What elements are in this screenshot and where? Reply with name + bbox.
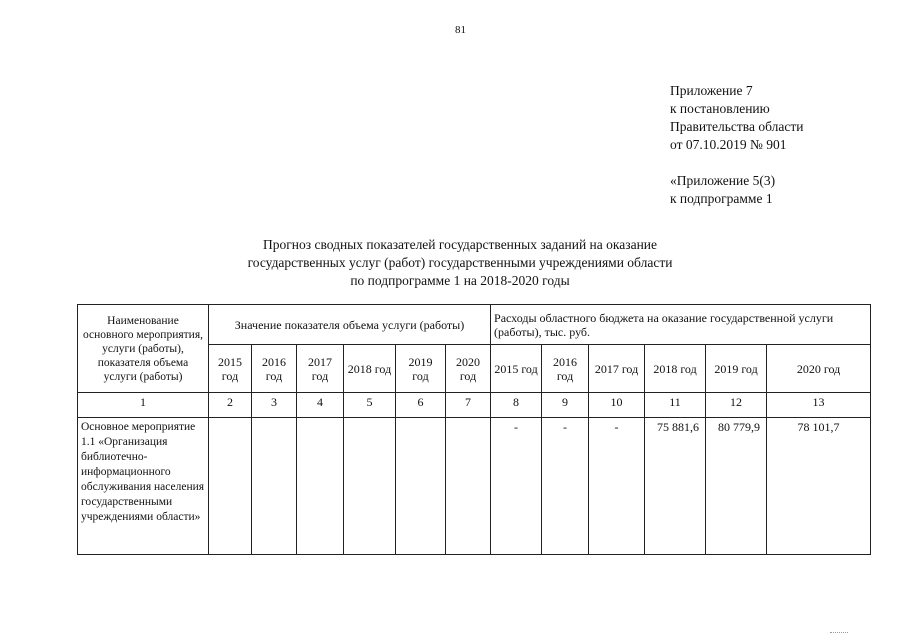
table-cell [446,418,491,555]
header-year: 2020 год [767,345,871,393]
header-year: 2019 год [396,345,446,393]
row-name: Основное мероприятие 1.1 «Организация библиотечно-информационного обслуживания населения государственными учреждениями области» [78,418,209,555]
table-cell: - [542,418,589,555]
header-year: 2018 год [344,345,396,393]
column-number: 10 [589,393,645,418]
header-indicator-group: Значение показателя объема услуги (работы) [209,305,491,345]
table-cell: - [589,418,645,555]
column-number: 13 [767,393,871,418]
title-line: Прогноз сводных показателей государственных заданий на оказание [262,237,658,252]
column-number: 12 [706,393,767,418]
header-year: 2017 год [297,345,344,393]
document-title [190,236,730,290]
header-year: 2016 год [542,345,589,393]
header-expenses-group: Расходы областного бюджета на оказание государственной услуги (работы), тыс. руб. [491,305,871,345]
column-number: 7 [446,393,491,418]
column-number: 8 [491,393,542,418]
title-line: государственных услуг (работ) государственными учреждениями области [247,255,673,270]
column-number: 5 [344,393,396,418]
header-year: 2015 год [209,345,252,393]
appendix-reference [670,82,803,154]
scan-artifact [830,626,848,633]
table-cell [396,418,446,555]
table-cell: 80 779,9 [706,418,767,555]
header-year: 2017 год [589,345,645,393]
column-number: 9 [542,393,589,418]
appendix-line: Приложение 7 [670,83,753,98]
column-number: 6 [396,393,446,418]
appendix-subreference [670,172,775,208]
column-number: 11 [645,393,706,418]
page-number: 81 [455,24,466,36]
appendix-line: к постановлению [670,101,770,116]
table-cell [252,418,297,555]
table-cell [297,418,344,555]
column-number: 3 [252,393,297,418]
table-cell [344,418,396,555]
column-number: 1 [78,393,209,418]
forecast-table [77,304,871,555]
header-name-column: Наименование основного мероприятия, услуги (работы), показателя объема услуги (работы) [78,305,209,393]
table-cell: - [491,418,542,555]
appendix-line: Правительства области [670,119,804,134]
header-year: 2019 год [706,345,767,393]
header-year: 2018 год [645,345,706,393]
table-row [78,418,871,555]
table-cell: 78 101,7 [767,418,871,555]
header-year: 2016 год [252,345,297,393]
appendix2-line: «Приложение 5(3) [670,173,776,188]
title-line: по подпрограмме 1 на 2018-2020 годы [350,273,570,288]
header-year: 2015 год [491,345,542,393]
table-cell [209,418,252,555]
column-number: 4 [297,393,344,418]
appendix2-line: к подпрограмме 1 [670,191,773,206]
appendix-line: от 07.10.2019 № 901 [670,137,787,152]
column-number: 2 [209,393,252,418]
table-cell: 75 881,6 [645,418,706,555]
header-year: 2020 год [446,345,491,393]
